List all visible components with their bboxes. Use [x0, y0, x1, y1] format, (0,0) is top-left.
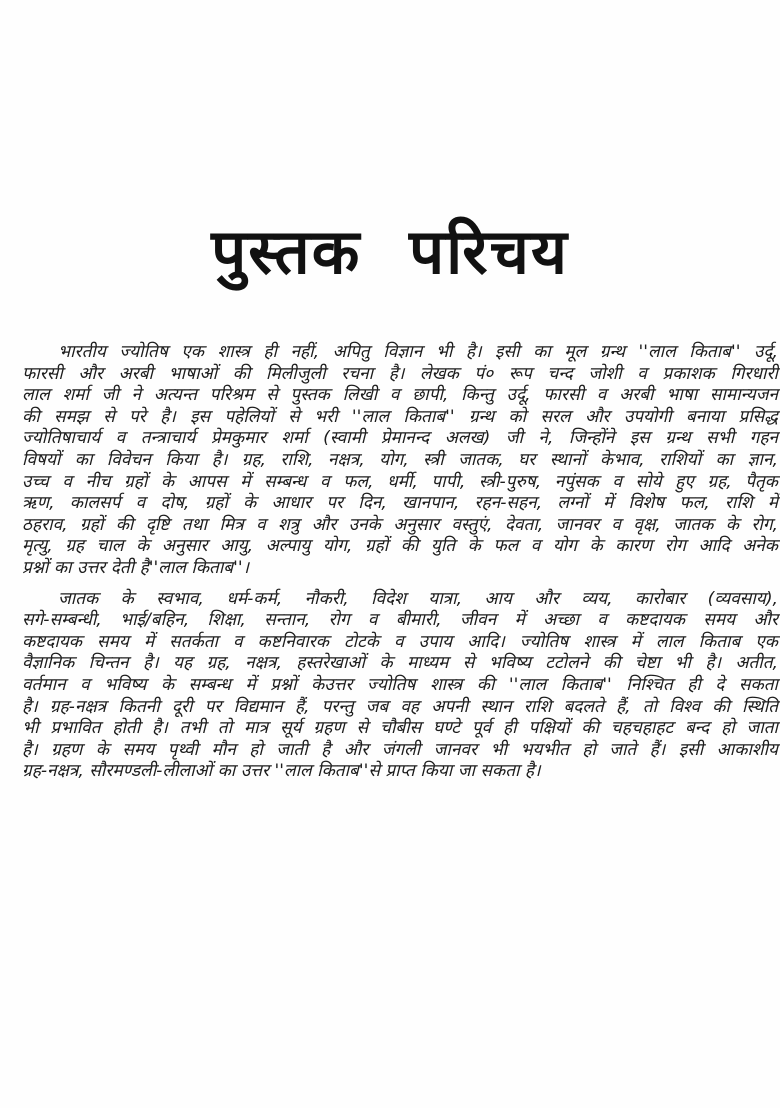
page-title [0, 212, 780, 292]
paragraph-2 [22, 589, 778, 783]
text-line: उच्च व नीच ग्रहों के आपस में सम्बन्ध व फल, धर्मी, पापी, स्त्री-पुरुष, नपुंसक व सोये हुए ग्रह, पैतृक [22, 471, 778, 492]
text-line: ऋण, कालसर्प व दोष, ग्रहों के आधार पर दिन, खानपान, रहन-सहन, लग्नों में विशेष फल, राशि में [22, 493, 778, 514]
body-text [22, 342, 778, 783]
text-line: जातक के स्वभाव, धर्म-कर्म, नौकरी, विदेश यात्रा, आय और व्यय, कारोबार (व्यवसाय), [58, 588, 778, 609]
text-line: वैज्ञानिक चिन्तन है। यह ग्रह, नक्षत्र, हस्तरेखाओं के माध्यम से भविष्य टटोलने की चेष्टा भी है। अतीत, [22, 653, 778, 674]
text-line: है। ग्रहण के समय पृथ्वी मौन हो जाती है और जंगली जानवर भी भयभीत हो जाते हैं। इसी आकाशीय [22, 739, 778, 760]
text-line: ज्योतिषाचार्य व तन्त्राचार्य प्रेमकुमार शर्मा (स्वामी प्रेमानन्द अलख) जी ने, जिन्होंने इस ग्रन्थ सभी गहन [22, 428, 778, 449]
paragraph-1 [22, 342, 778, 580]
text-line: की समझ से परे है। इस पहेलियों से भरी ''लाल किताब'' ग्रन्थ को सरल और उपयोगी बनाया प्रसिद्ध [22, 406, 778, 427]
text-line: सगे-सम्बन्धी, भाई/बहिन, शिक्षा, सन्तान, रोग व बीमारी, जीवन में अच्छा व कष्टदायक समय और [22, 610, 778, 631]
text-line: मृत्यु, ग्रह चाल के अनुसार आयु, अल्पायु योग, ग्रहों की युति के फल व योग के कारण रोग आदि अनेक [22, 536, 778, 557]
text-line: लाल शर्मा जी ने अत्यन्त परिश्रम से पुस्तक लिखी व छापी, किन्तु उर्दू, फारसी व अरबी भाषा सामान्यजन [22, 385, 778, 406]
text-line: प्रश्नों का उत्तर देती है''लाल किताब''। [22, 557, 250, 578]
text-line: विषयों का विवेचन किया है। ग्रह, राशि, नक्षत्र, योग, स्त्री जातक, घर स्थानों केभाव, राशियों का ज्ञान, [22, 449, 778, 470]
text-line: कष्टदायक समय में सतर्कता व कष्टनिवारक टोटके व उपाय आदि। ज्योतिष शास्त्र में लाल किताब एक [22, 631, 778, 652]
text-line: फारसी और अरबी भाषाओं की मिलीजुली रचना है। लेखक पं० रूप चन्द जोशी व प्रकाशक गिरधारी [22, 363, 778, 384]
text-line: भी प्रभावित होती है। तभी तो मात्र सूर्य ग्रहण से चौबीस घण्टे पूर्व ही पक्षियों की चहचहाहट बन्द हो जाता [22, 718, 778, 739]
text-line: ठहराव, ग्रहों की दृष्टि तथा मित्र व शत्रु और उनके अनुसार वस्तुएं, देवता, जानवर व वृक्ष, जातक के रोग, [22, 514, 778, 535]
text-line: भारतीय ज्योतिष एक शास्त्र ही नहीं, अपितु विज्ञान भी है। इसी का मूल ग्रन्थ ''लाल किताब'' उर्दू, [58, 342, 778, 362]
text-line: है। ग्रह-नक्षत्र कितनी दूरी पर विद्यमान हैं, परन्तु जब वह अपनी स्थान राशि बदलते हैं, तो विश्व की स्थिति [22, 696, 778, 717]
text-line: ग्रह-नक्षत्र, सौरमण्डली-लीलाओं का उत्तर ''लाल किताब''से प्राप्त किया जा सकता है। [22, 761, 541, 782]
text-line: वर्तमान व भविष्य के सम्बन्ध में प्रश्नों केउत्तर ज्योतिष शास्त्र की ''लाल किताब'' निश्चित ही दे सकता [22, 674, 778, 695]
title-word-2: परिचय [408, 215, 569, 288]
paragraph-gap [22, 580, 778, 589]
title-word-1: पुस्तक [211, 215, 362, 288]
